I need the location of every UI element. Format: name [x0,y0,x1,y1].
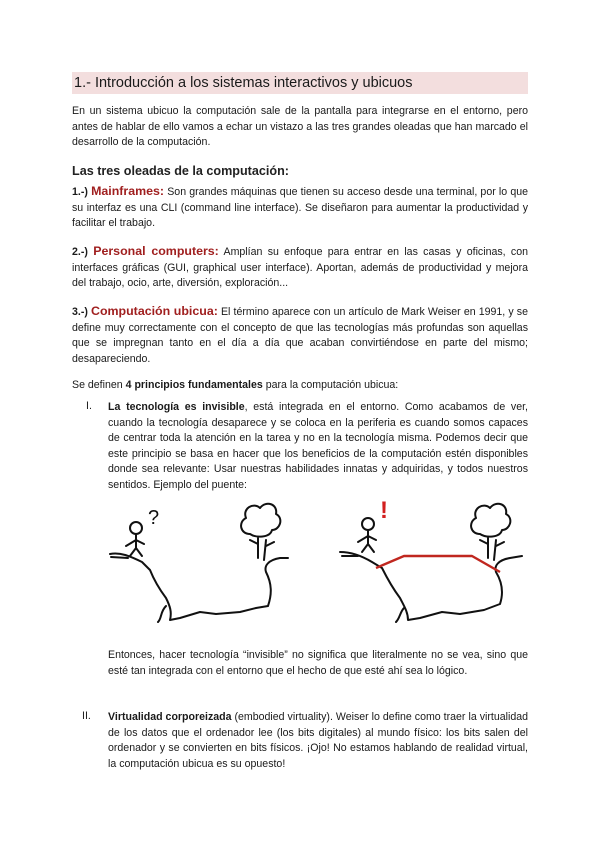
principle-number: I. [86,400,92,412]
wave-number: 1.-) [72,186,88,198]
section-title [72,72,528,94]
tree-trunk [250,538,274,560]
left-cliff-drawing [110,504,288,622]
wave-name: Computación ubicua: [91,304,218,318]
wave-number: 2.-) [72,246,88,258]
bridge-line [376,556,500,572]
wave-text: Son grandes máquinas que tienen su acceso desde una terminal, por lo que su interfaz es una CLI (command line interface). Se diseñaron para aumentar la productividad y facilitar el trabajo. [72,186,528,230]
wave-text: Amplían su enfoque para entrar en las casas y oficinas, con interfaces gráficas (GUI, graphical user interface). Aportan, además de productividad y mejora del trabajo, ocio, arte, diversión, exploración... [72,246,528,290]
tree-crown [471,504,510,537]
principles-intro-bold: 4 principios fundamentales [125,379,263,391]
principle-title: Virtualidad corporeizada [108,711,232,723]
wave-item-1 [72,184,528,232]
wave-name: Personal computers: [93,244,219,258]
bridge-figure [108,494,528,626]
principle-item-1 [108,400,528,494]
tree-crown [241,504,280,537]
right-cliff-drawing [340,504,522,622]
figure-caption: Entonces, hacer tecnología “invisible” no significa que literalmente no se vea, sino que esté tan integrada con el entorno que el hecho de que esté ahí sea lo lógico. [108,649,528,677]
section-title-text: 1.- Introducción a los sistemas interactivos y ubicuos [74,75,413,91]
wave-text: El término aparece con un artículo de Mark Weiser en 1991, y se define muy correctamente con el concepto de que las tecnologías más profundas son aquellas que se impregnan tanto en el día a día que acaban convirtiéndose en parte del mismo; desapareciendo. [72,306,528,365]
wave-number: 3.-) [72,306,88,318]
principles-intro [72,378,528,394]
person-body [126,534,144,556]
principle-item-2 [108,710,528,772]
question-mark: ? [148,507,160,529]
principles-intro-after: para la computación ubicua: [262,379,399,391]
principle-text: (embodied virtuality). Weiser lo define como traer la virtualidad de los datos que el ordenador lee (los bits digitales) al mundo físico: los bits salen del ordenador y se convierten en bits físicos. ¡Ojo! No estamos hablando de realidad virtual, la computación ubicua es su opuesto! [108,711,529,770]
tree-trunk [480,538,504,560]
person-head [362,518,374,530]
wave-name: Mainframes: [91,184,165,198]
principle-text: , está integrada en el entorno. Como acabamos de ver, cuando la tecnología desaparece y se coloca en la periferia es cuando somos capaces de centrar toda la atención en la tarea y no en la tecnología misma. Podemos decir que este principio se basa en hacer que los beneficios de la computación estén disponibles donde sea relevante: Usar nuestras habilidades innatas y adquiridas, y todos nuestros sentidos. Ejemplo del puente: [108,401,528,491]
person-body [358,530,376,552]
intro-paragraph: En un sistema ubicuo la computación sale de la pantalla para integrarse en el entorno, pero antes de hablar de ello vamos a echar un vistazo a las tres grandes oleadas que han marcado el desarrollo de la computación. [72,105,528,149]
exclamation-mark: ! [380,497,388,524]
wave-item-3 [72,304,528,367]
person-head [130,522,142,534]
principles-intro-before: Se definen [72,379,126,391]
principle-number: II. [82,710,91,722]
principle-title: La tecnología es invisible [108,401,245,413]
wave-item-2 [72,244,528,292]
waves-heading: Las tres oleadas de la computación: [72,164,289,178]
